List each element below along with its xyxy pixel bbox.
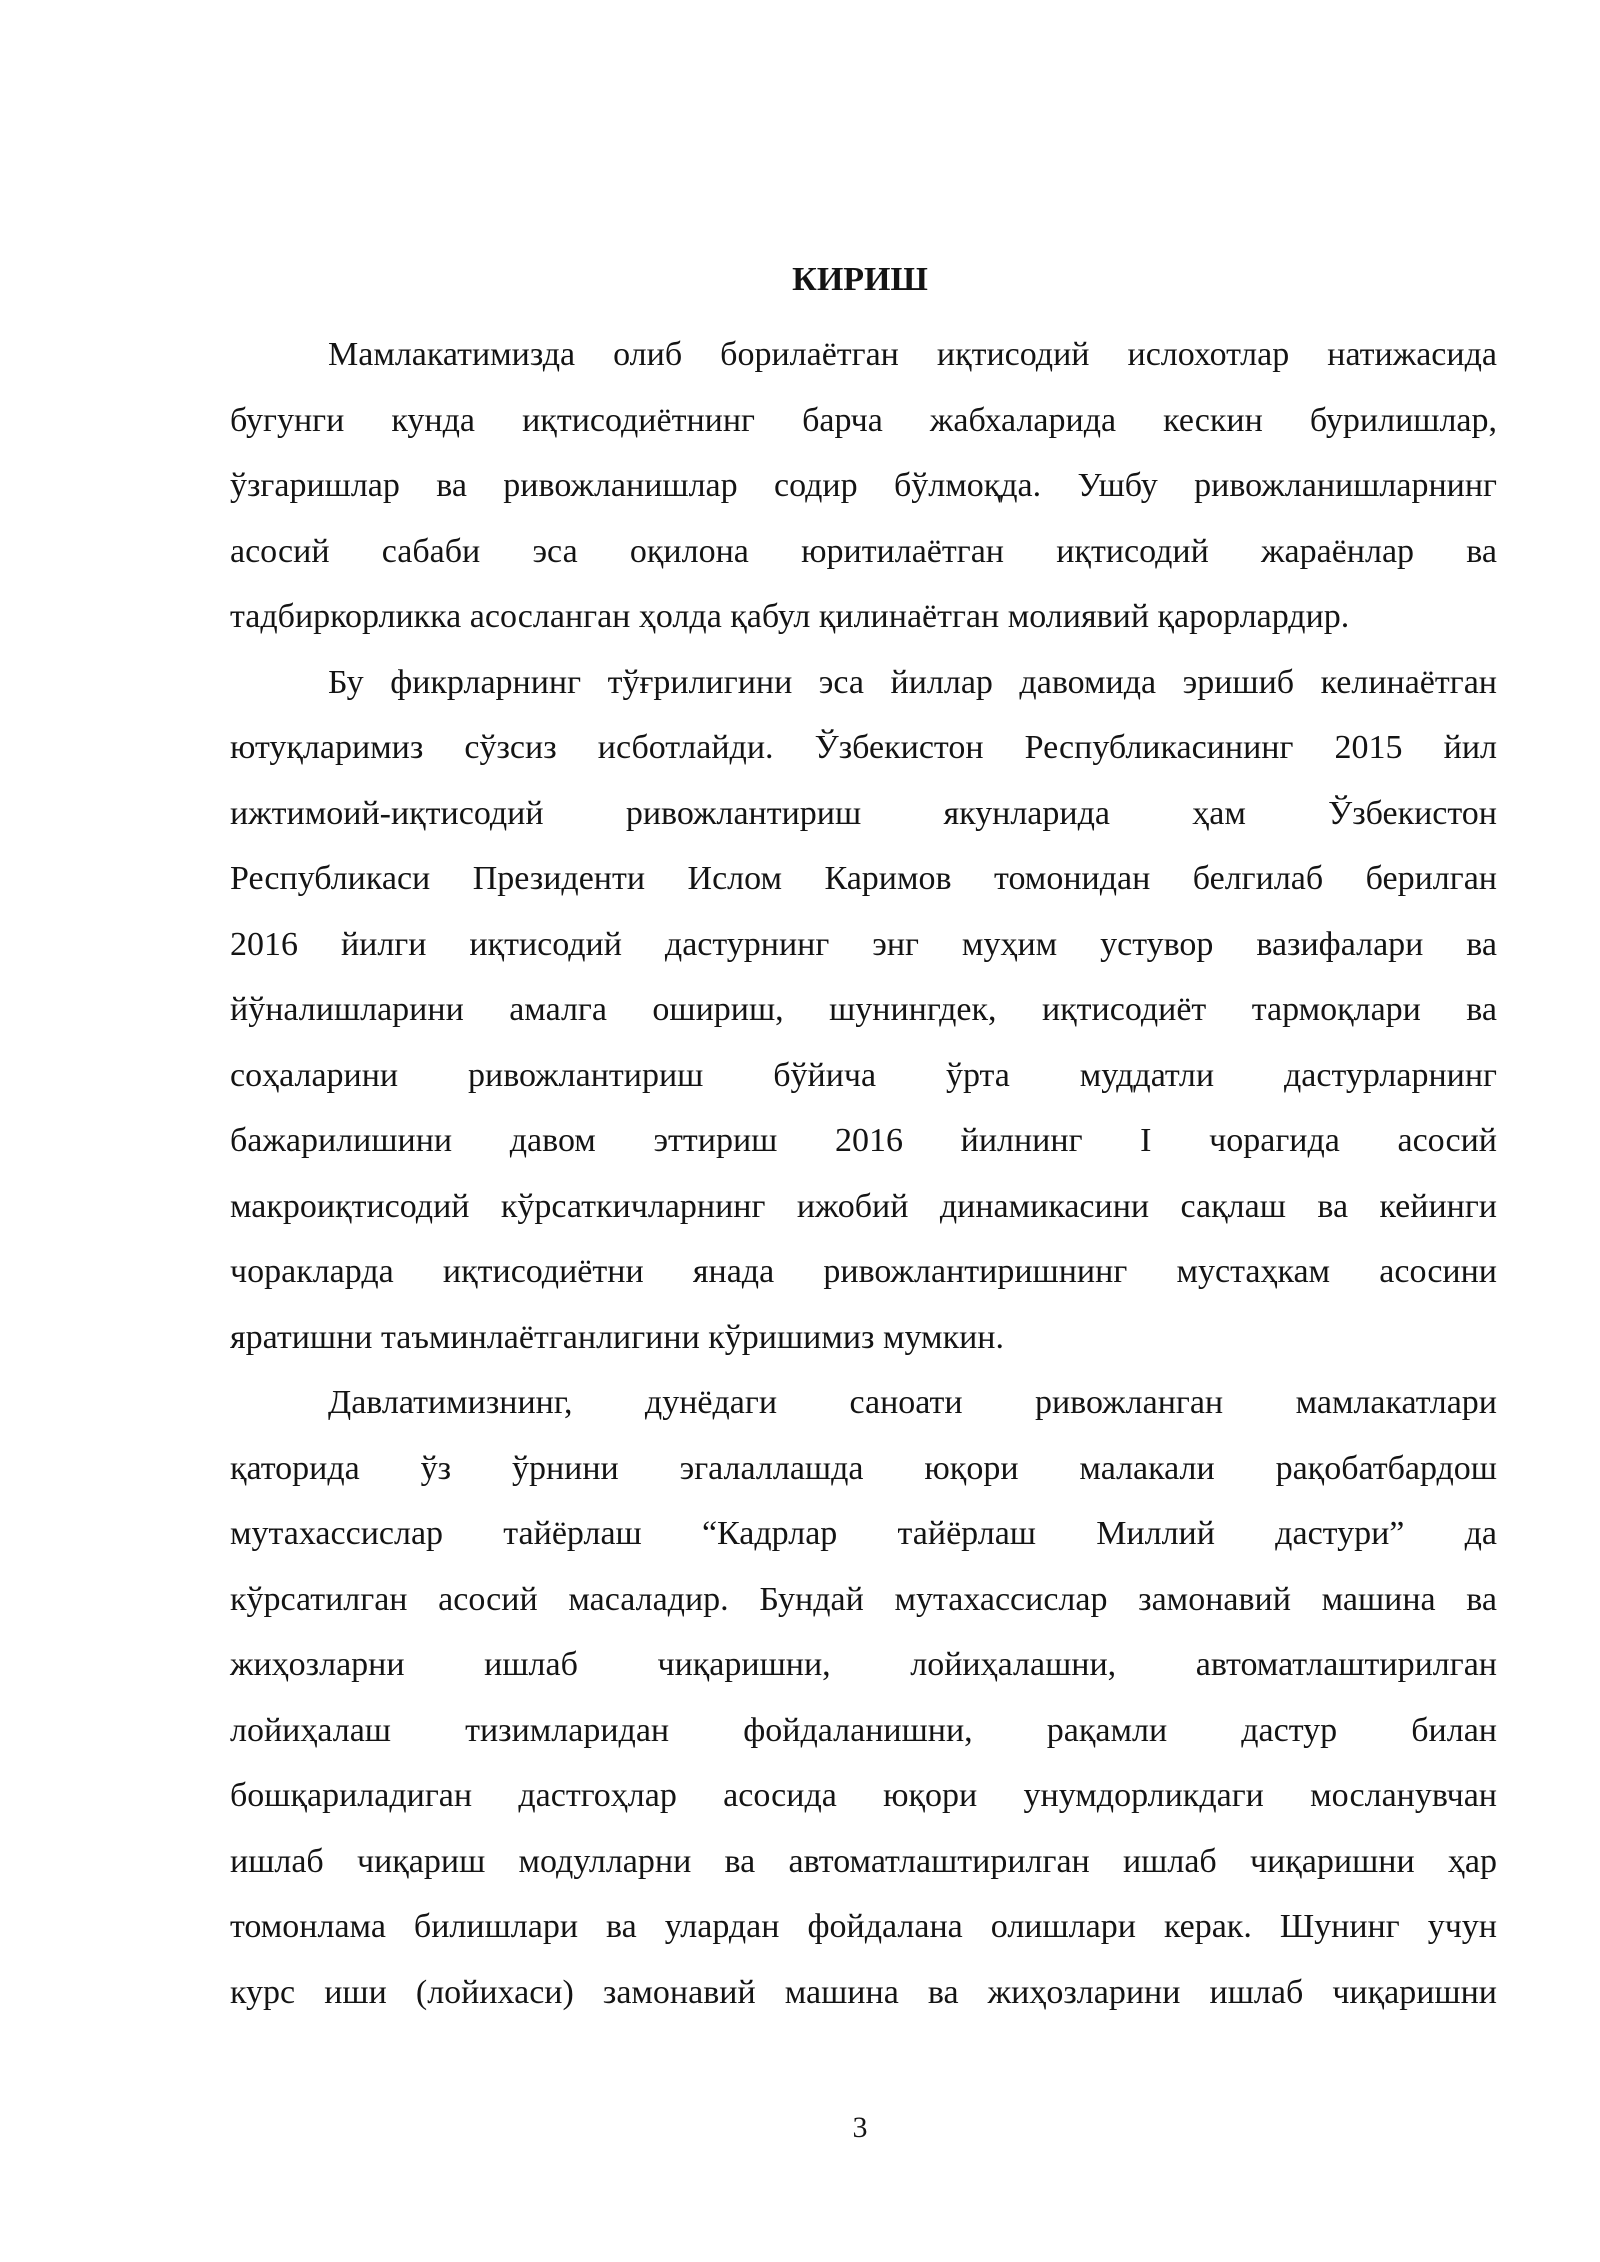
text-line: қаторида ўз ўрнини эгалаллашда юқори малакали рақобатбардош [230,1449,1497,1487]
paragraph [230,1378,1497,2033]
text-line: Бу фикрларнинг тўғрилигини эса йиллар давомида эришиб келинаётган [328,663,1497,701]
text-line: ютуқларимиз сўзсиз исботлайди. Ўзбекистон Республикасининг 2015 йил [230,729,1497,766]
text-line: бажарилишини давом эттириш 2016 йилнинг I чорагида асосий [230,1122,1497,1159]
section-heading: КИРИШ [792,261,928,298]
text-line: томонлама билишлари ва улардан фойдалана олишлари керак. Шунинг учун [230,1908,1497,1945]
text-line: мутахассислар тайёрлаш “Кадрлар тайёрлаш Миллий дастури” да [230,1515,1497,1552]
text-line: жиҳозларни ишлаб чиқаришни, лойиҳалашни, автоматлаштирилган [230,1646,1497,1683]
text-line: ишлаб чиқариш модулларни ва автоматлаштирилган ишлаб чиқаришни ҳар [230,1842,1497,1880]
text-line: ўзгаришлар ва ривожланишлар содир бўлмоқда. Ушбу ривожланишларнинг [230,467,1497,504]
paragraph [230,658,1497,1379]
text-line: макроиқтисодий кўрсаткичларнинг ижобий динамикасини сақлаш ва кейинги [230,1187,1497,1225]
text-line: Мамлакатимизда олиб борилаётган иқтисодий ислохотлар натижасида [328,336,1497,373]
text-line: тадбиркорликка асосланган ҳолда қабул қилинаётган молиявий қарорлардир. [230,598,1350,635]
text-line: бугунги кунда иқтисодиётнинг барча жабхаларида кескин бурилишлар, [230,401,1497,439]
text-line: ижтимоий-иқтисодий ривожлантириш якунларида ҳам Ўзбекистон [230,794,1497,832]
text-line: Давлатимизнинг, дунёдаги саноати ривожланган мамлакатлари [328,1384,1497,1421]
text-line: лойиҳалаш тизимларидан фойдаланишни, рақамли дастур билан [230,1711,1497,1749]
text-line: йўналишларини амалга ошириш, шунингдек, иқтисодиёт тармоқлари ва [230,991,1497,1028]
text-line: яратишни таъминлаётганлигини кўришимиз мумкин. [230,1318,1004,1356]
text-line: соҳаларини ривожлантириш бўйича ўрта муддатли дастурларнинг [230,1056,1497,1094]
text-line: кўрсатилган асосий масаладир. Бундай мутахассислар замонавий машина ва [230,1580,1497,1618]
paragraph [230,330,1497,658]
text-line: Республикаси Президенти Ислом Каримов томонидан белгилаб берилган [230,860,1497,897]
text-line: курс иши (лойихаси) замонавий машина ва жиҳозларини ишлаб чиқаришни [230,1973,1497,2011]
text-line: бошқариладиган дастгоҳлар асосида юқори унумдорликдаги мосланувчан [230,1777,1497,1814]
body-text [230,330,1497,2033]
page-number: 3 [852,2111,868,2144]
text-line: чоракларда иқтисодиётни янада ривожлантиришнинг мустаҳкам асосини [230,1253,1497,1290]
text-line: асосий сабаби эса оқилона юритилаётган иқтисодий жараёнлар ва [230,532,1497,570]
text-line: 2016 йилги иқтисодий дастурнинг энг муҳим устувор вазифалари ва [230,925,1497,963]
